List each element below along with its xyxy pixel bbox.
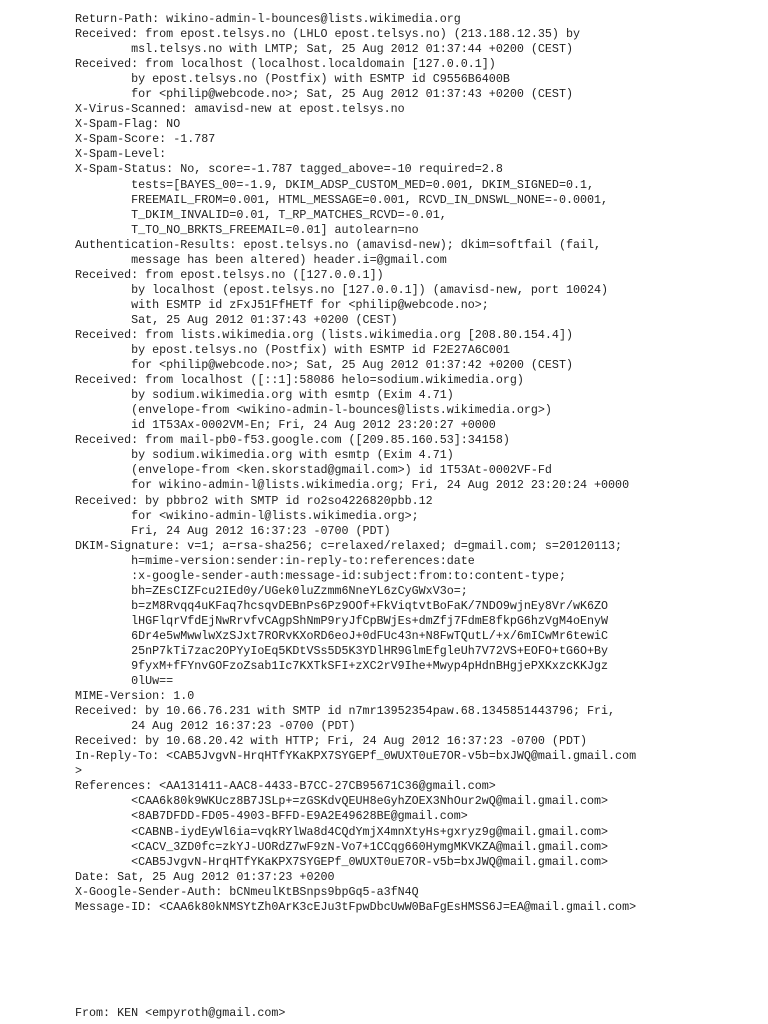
header-line: > <box>75 764 83 779</box>
header-line: Received: from localhost ([::1]:58086 helo=sodium.wikimedia.org) <box>75 373 524 388</box>
header-line: Received: from lists.wikimedia.org (lists.wikimedia.org [208.80.154.4]) <box>75 327 573 342</box>
header-line: X-Spam-Score: -1.787 <box>75 132 216 147</box>
header-line: <CAA6k80k9WKUcz8B7JSLp+=zGSKdvQEUH8eGyhZOEX3NhOur2wQ@mail.gmail.com> <box>75 794 609 809</box>
header-line: X-Spam-Flag: NO <box>75 117 181 132</box>
header-line: Sat, 25 Aug 2012 01:37:43 +0200 (CEST) <box>75 312 398 327</box>
header-line: Date: Sat, 25 Aug 2012 01:37:23 +0200 <box>75 869 335 884</box>
header-line: Message-ID: <CAA6k80kNMSYtZh0ArK3cEJu3tFpwDbcUwW0BaFgEsHMSS6J=EA@mail.gmail.com> <box>75 899 637 914</box>
header-line: Received: from epost.telsys.no ([127.0.0.1]) <box>75 267 384 282</box>
header-line: 25nP7kTi7zac2OPYyIoEq5KDtVSs5D5K3YDlHR9GlmEfgleUh7V72VS+EOFO+tG6O+By <box>75 643 609 658</box>
header-line: Received: by pbbro2 with SMTP id ro2so4226820pbb.12 <box>75 493 433 508</box>
header-line: by sodium.wikimedia.org with esmtp (Exim 4.71) <box>75 388 454 403</box>
header-line: by sodium.wikimedia.org with esmtp (Exim 4.71) <box>75 448 454 463</box>
header-line: with ESMTP id zFxJ51FfHETf for <philip@webcode.no>; <box>75 297 489 312</box>
header-line: 9fyxM+fFYnvGOFzoZsab1Ic7KXTkSFI+zXC2rV9Ihe+Mwyp4pHdnBHgjePXKxzcKKJgz <box>75 659 609 674</box>
header-line: MIME-Version: 1.0 <box>75 689 195 704</box>
header-line: for <philip@webcode.no>; Sat, 25 Aug 2012 01:37:42 +0200 (CEST) <box>75 358 573 373</box>
header-line: X-Google-Sender-Auth: bCNmeulKtBSnps9bpGq5-a3fN4Q <box>75 884 419 899</box>
header-line: bh=ZEsCIZFcu2IEd0y/UGek0luZzmm6NneYL6zCyGWxV3o=; <box>75 583 468 598</box>
header-line: Received: from mail-pb0-f53.google.com ([209.85.160.53]:34158) <box>75 433 510 448</box>
header-line: b=zM8Rvqq4uKFaq7hcsqvDEBnPs6Pz9OOf+FkViqtvtBoFaK/7NDO9wjnEy8Vr/wK6ZO <box>75 598 609 613</box>
header-line: T_TO_NO_BRKTS_FREEMAIL=0.01] autolearn=no <box>75 222 419 237</box>
header-line: Authentication-Results: epost.telsys.no (amavisd-new); dkim=softfail (fail, <box>75 237 602 252</box>
header-line: Received: by 10.66.76.231 with SMTP id n7mr13952354paw.68.1345851443796; Fri, <box>75 704 616 719</box>
header-line: by localhost (epost.telsys.no [127.0.0.1]) (amavisd-new, port 10024) <box>75 282 609 297</box>
header-line: Received: from epost.telsys.no (LHLO epost.telsys.no) (213.188.12.35) by <box>75 27 580 42</box>
header-line: References: <AA131411-AAC8-4433-B7CC-27CB95671C36@gmail.com> <box>75 779 496 794</box>
header-line: 24 Aug 2012 16:37:23 -0700 (PDT) <box>75 719 356 734</box>
email-headers-block <box>75 12 636 915</box>
header-line: (envelope-from <wikino-admin-l-bounces@lists.wikimedia.org>) <box>75 403 552 418</box>
header-line: Received: by 10.68.20.42 with HTTP; Fri, 24 Aug 2012 16:37:23 -0700 (PDT) <box>75 734 587 749</box>
header-line: <8AB7DFDD-FD05-4903-BFFD-E9A2E49628BE@gmail.com> <box>75 809 468 824</box>
header-line: X-Spam-Level: <box>75 147 167 162</box>
header-line: msl.telsys.no with LMTP; Sat, 25 Aug 2012 01:37:44 +0200 (CEST) <box>75 42 573 57</box>
header-line: X-Spam-Status: No, score=-1.787 tagged_above=-10 required=2.8 <box>75 162 503 177</box>
header-line: 0lUw== <box>75 674 174 689</box>
header-line: Fri, 24 Aug 2012 16:37:23 -0700 (PDT) <box>75 523 391 538</box>
header-line: DKIM-Signature: v=1; a=rsa-sha256; c=relaxed/relaxed; d=gmail.com; s=20120113; <box>75 538 623 553</box>
header-line: tests=[BAYES_00=-1.9, DKIM_ADSP_CUSTOM_MED=0.001, DKIM_SIGNED=0.1, <box>75 177 595 192</box>
header-line: In-Reply-To: <CAB5JvgvN-HrqHTfYKaKPX7SYGEPf_0WUXT0uE7OR-v5b=bxJWQ@mail.gmail.com <box>75 749 637 764</box>
from-line: From: KEN <empyroth@gmail.com> <box>75 1006 286 1020</box>
header-line: message has been altered) header.i=@gmail.com <box>75 252 447 267</box>
header-line: h=mime-version:sender:in-reply-to:references:date <box>75 553 475 568</box>
header-line: Received: from localhost (localhost.localdomain [127.0.0.1]) <box>75 57 496 72</box>
header-line: Return-Path: wikino-admin-l-bounces@lists.wikimedia.org <box>75 12 461 26</box>
header-line: for wikino-admin-l@lists.wikimedia.org; Fri, 24 Aug 2012 23:20:24 +0000 <box>75 478 630 493</box>
header-line: X-Virus-Scanned: amavisd-new at epost.telsys.no <box>75 102 405 117</box>
header-line: (envelope-from <ken.skorstad@gmail.com>) id 1T53At-0002VF-Fd <box>75 463 552 478</box>
header-line: :x-google-sender-auth:message-id:subject:from:to:content-type; <box>75 568 566 583</box>
header-line: FREEMAIL_FROM=0.001, HTML_MESSAGE=0.001, RCVD_IN_DNSWL_NONE=-0.0001, <box>75 192 609 207</box>
header-line: by epost.telsys.no (Postfix) with ESMTP id C9556B6400B <box>75 72 510 87</box>
header-line: lHGFlqrVfdEjNwRrvfvCAgpShNmP9ryJfCpBWjEs+dmZfj7FdmE8fkpG6hzVgM4oEnyW <box>75 613 609 628</box>
header-line: by epost.telsys.no (Postfix) with ESMTP id F2E27A6C001 <box>75 343 510 358</box>
header-line: id 1T53Ax-0002VM-En; Fri, 24 Aug 2012 23:20:27 +0000 <box>75 418 496 433</box>
header-line: for <philip@webcode.no>; Sat, 25 Aug 2012 01:37:43 +0200 (CEST) <box>75 87 573 102</box>
header-line: <CACV_3ZD0fc=zkYJ-UORdZ7wF9zN-Vo7+1CCqg660HymgMKVKZA@mail.gmail.com> <box>75 839 609 854</box>
header-line: <CABNB-iydEyWl6ia=vqkRYlWa8d4CQdYmjX4mnXtyHs+gxryz9g@mail.gmail.com> <box>75 824 609 839</box>
header-line: T_DKIM_INVALID=0.01, T_RP_MATCHES_RCVD=-0.01, <box>75 207 447 222</box>
header-line: <CAB5JvgvN-HrqHTfYKaKPX7SYGEPf_0WUXT0uE7OR-v5b=bxJWQ@mail.gmail.com> <box>75 854 609 869</box>
header-line: 6Dr4e5wMwwlwXzSJxt7RORvKXoRD6eoJ+0dFUc43n+N8FwTQutL/+x/6mICwMr6tewiC <box>75 628 609 643</box>
header-line: for <wikino-admin-l@lists.wikimedia.org>; <box>75 508 419 523</box>
